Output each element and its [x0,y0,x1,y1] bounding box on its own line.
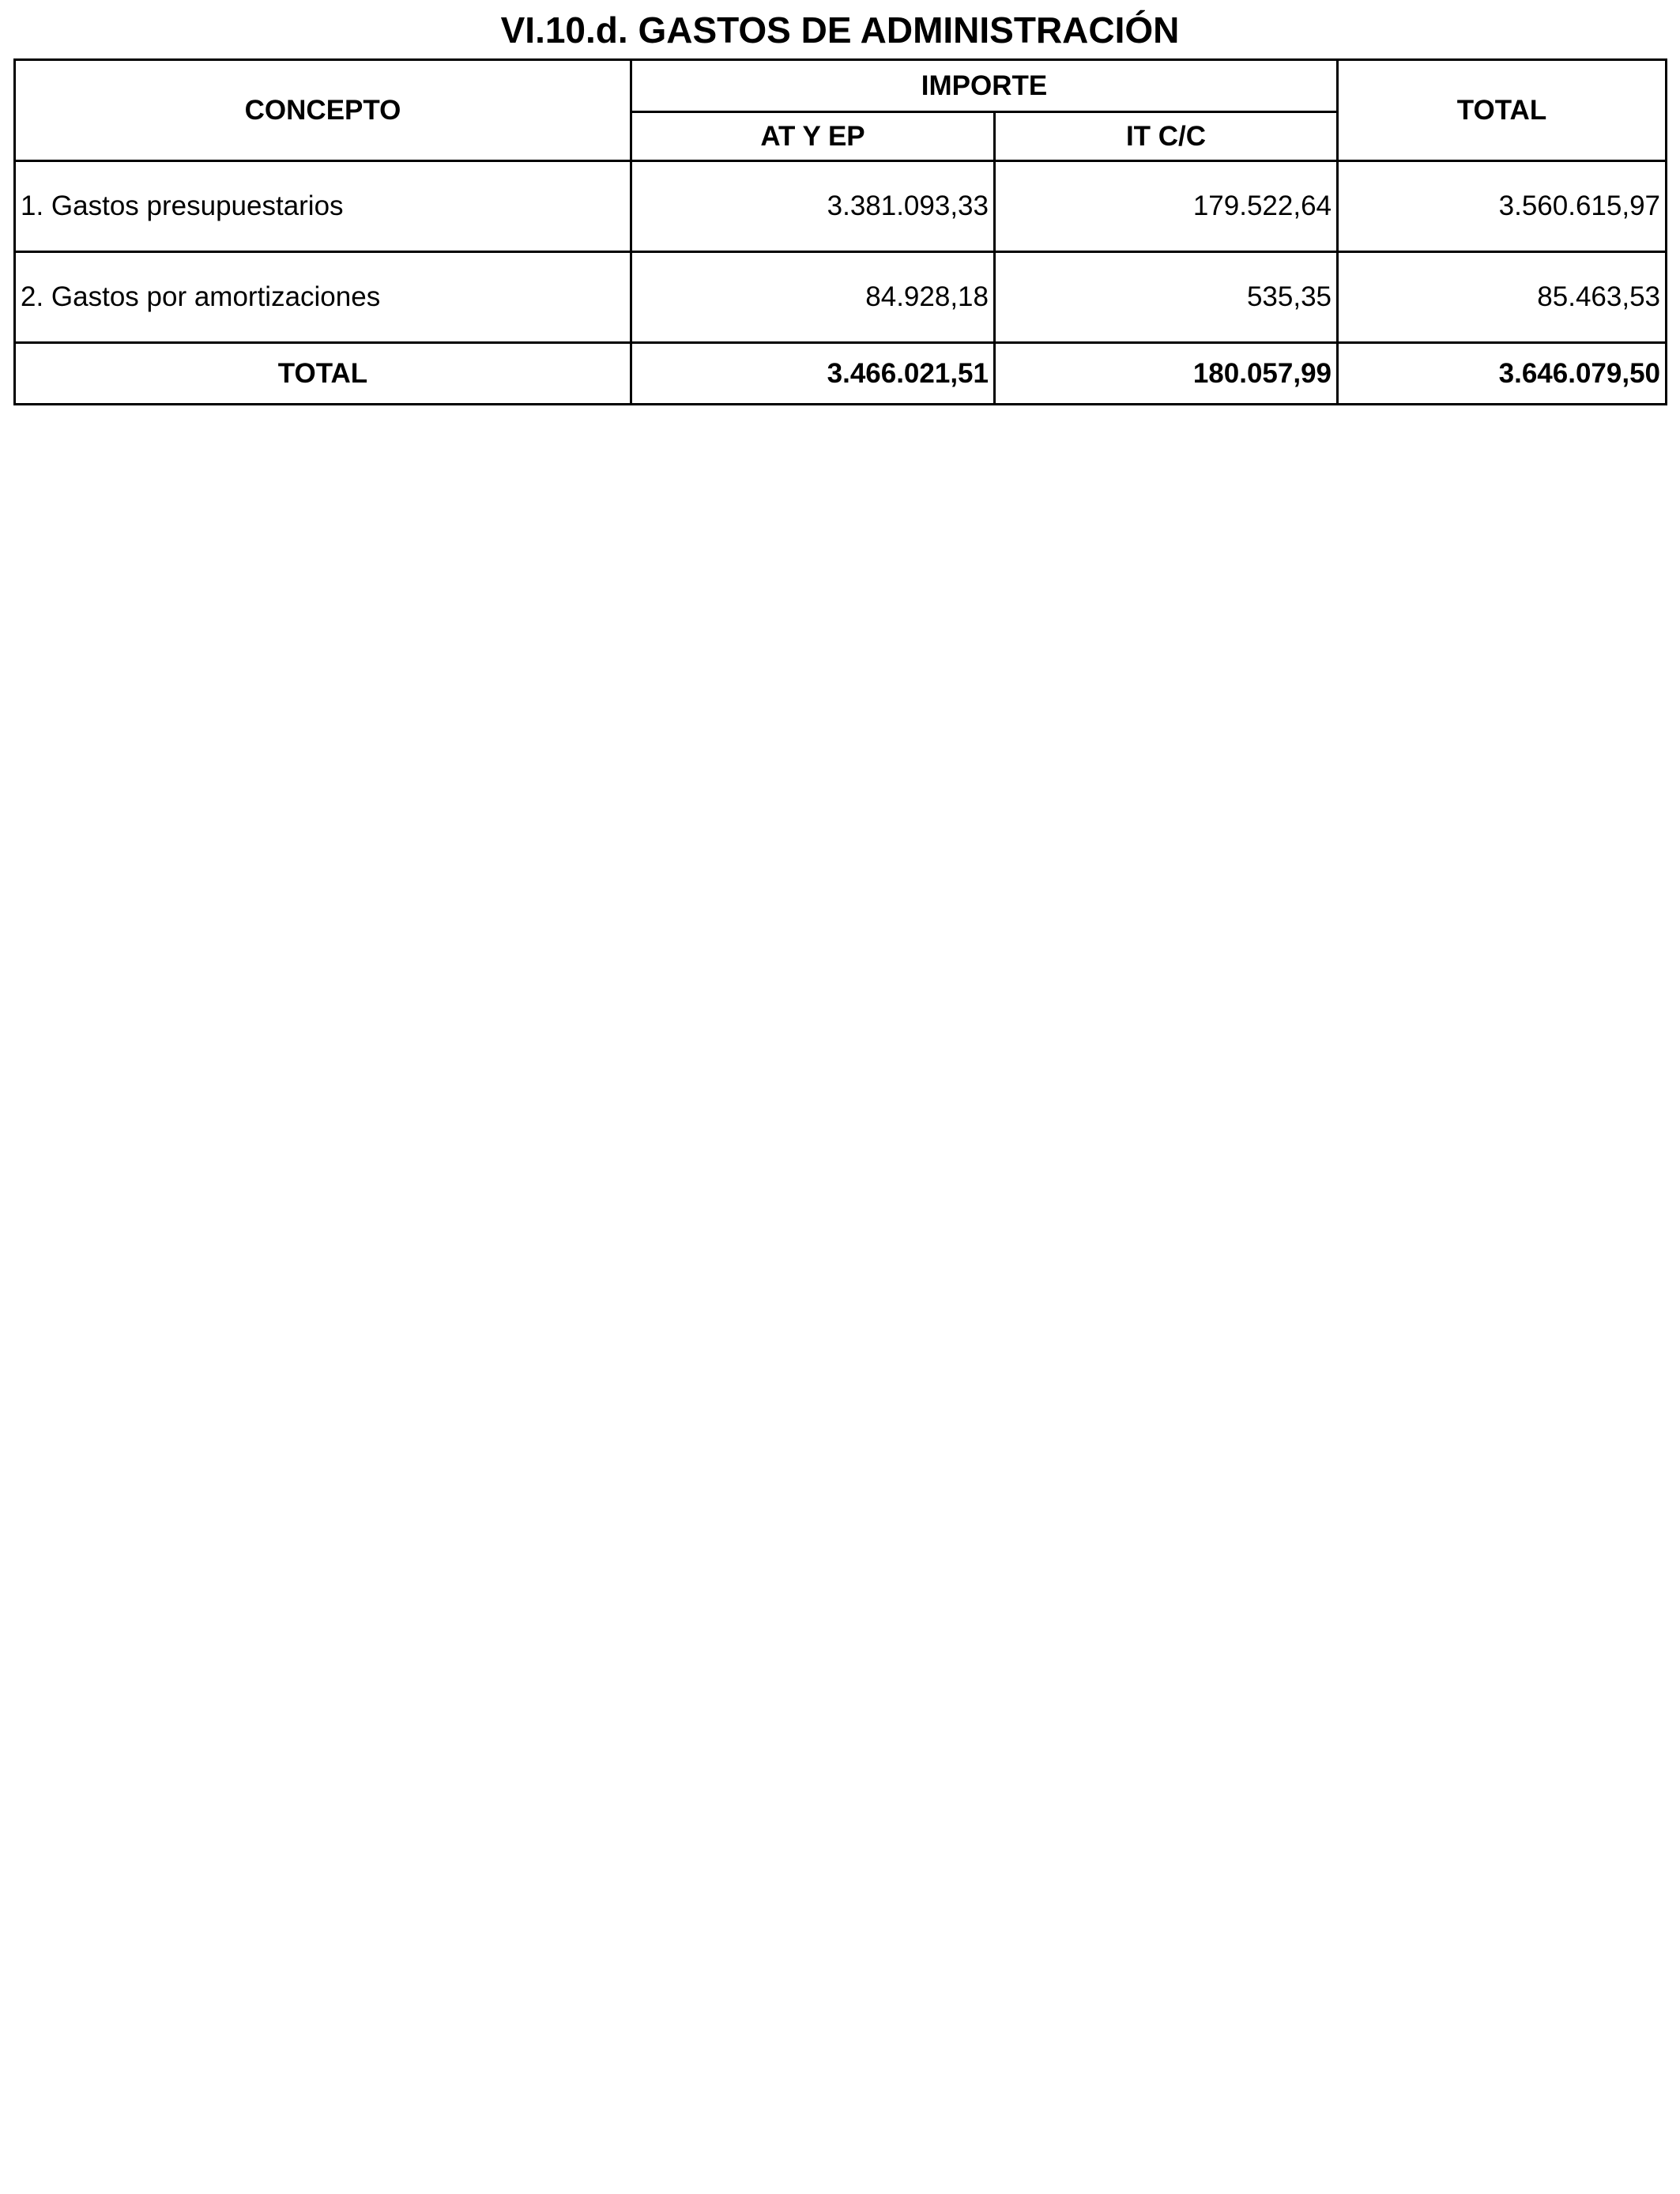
row-at-y-ep: 3.381.093,33 [631,161,995,252]
header-concepto: CONCEPTO [15,60,631,161]
header-importe: IMPORTE [631,60,1338,112]
row-total: 85.463,53 [1338,252,1667,343]
totals-total: 3.646.079,50 [1338,343,1667,405]
header-at-y-ep: AT Y EP [631,112,995,161]
row-concepto: 2. Gastos por amortizaciones [15,252,631,343]
header-it-cc: IT C/C [995,112,1338,161]
table-row [15,252,1667,343]
row-it-cc: 535,35 [995,252,1338,343]
row-concepto: 1. Gastos presupuestarios [15,161,631,252]
totals-row [15,343,1667,405]
table-row [15,161,1667,252]
row-it-cc: 179.522,64 [995,161,1338,252]
header-total: TOTAL [1338,60,1667,161]
row-at-y-ep: 84.928,18 [631,252,995,343]
gastos-administracion-table [13,58,1667,405]
totals-at-y-ep: 3.466.021,51 [631,343,995,405]
totals-it-cc: 180.057,99 [995,343,1338,405]
row-total: 3.560.615,97 [1338,161,1667,252]
page-title: VI.10.d. GASTOS DE ADMINISTRACIÓN [500,9,1180,51]
totals-label: TOTAL [15,343,631,405]
